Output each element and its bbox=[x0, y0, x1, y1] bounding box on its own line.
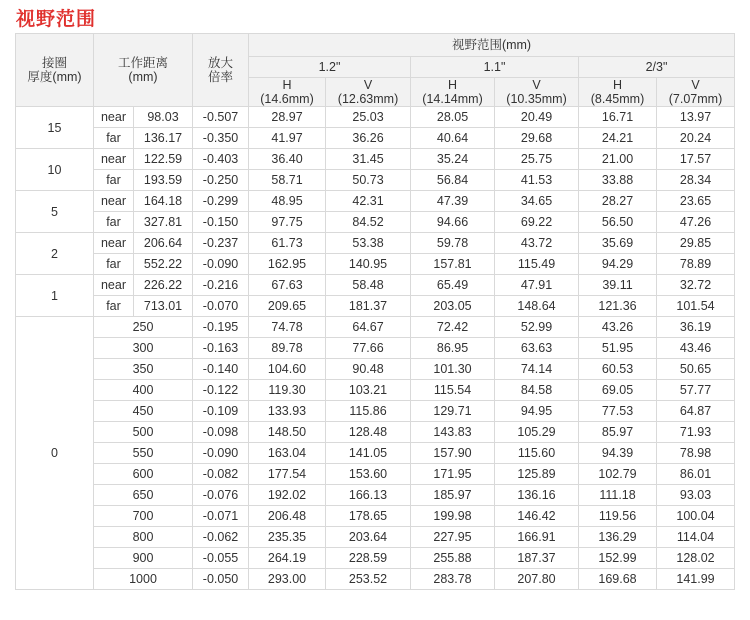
working-distance-cell: 713.01 bbox=[134, 296, 193, 317]
table-row bbox=[16, 380, 735, 401]
fov-value-cell: 153.60 bbox=[326, 464, 411, 485]
magnification-cell: -0.071 bbox=[193, 506, 249, 527]
working-distance-cell: 327.81 bbox=[134, 212, 193, 233]
fov-value-cell: 84.52 bbox=[326, 212, 411, 233]
fov-value-cell: 93.03 bbox=[657, 485, 735, 506]
table-row bbox=[16, 338, 735, 359]
fov-value-cell: 283.78 bbox=[411, 569, 495, 590]
working-distance-cell: 650 bbox=[94, 485, 193, 506]
table-row bbox=[16, 548, 735, 569]
fov-value-cell: 203.05 bbox=[411, 296, 495, 317]
fov-value-cell: 209.65 bbox=[249, 296, 326, 317]
fov-value-cell: 29.85 bbox=[657, 233, 735, 254]
fov-value-cell: 171.95 bbox=[411, 464, 495, 485]
header-h: H (8.45mm) bbox=[579, 78, 657, 107]
fov-value-cell: 228.59 bbox=[326, 548, 411, 569]
magnification-cell: -0.070 bbox=[193, 296, 249, 317]
magnification-cell: -0.140 bbox=[193, 359, 249, 380]
fov-value-cell: 71.93 bbox=[657, 422, 735, 443]
table-row bbox=[16, 569, 735, 590]
header-v: V (10.35mm) bbox=[495, 78, 579, 107]
fov-value-cell: 115.49 bbox=[495, 254, 579, 275]
table-row bbox=[16, 317, 735, 338]
fov-value-cell: 64.67 bbox=[326, 317, 411, 338]
fov-value-cell: 28.34 bbox=[657, 170, 735, 191]
working-distance-cell: 193.59 bbox=[134, 170, 193, 191]
ring-thickness-cell: 10 bbox=[16, 149, 94, 191]
fov-value-cell: 115.54 bbox=[411, 380, 495, 401]
fov-value-cell: 39.11 bbox=[579, 275, 657, 296]
fov-value-cell: 56.84 bbox=[411, 170, 495, 191]
header-h: H (14.6mm) bbox=[249, 78, 326, 107]
near-far-cell: near bbox=[94, 275, 134, 296]
fov-value-cell: 65.49 bbox=[411, 275, 495, 296]
fov-value-cell: 206.48 bbox=[249, 506, 326, 527]
table-row bbox=[16, 443, 735, 464]
fov-value-cell: 43.46 bbox=[657, 338, 735, 359]
header-ring-thickness: 接圈 厚度(mm) bbox=[16, 34, 94, 107]
working-distance-cell: 500 bbox=[94, 422, 193, 443]
working-distance-cell: 350 bbox=[94, 359, 193, 380]
fov-value-cell: 136.16 bbox=[495, 485, 579, 506]
header-magnification: 放大 倍率 bbox=[193, 34, 249, 107]
magnification-cell: -0.055 bbox=[193, 548, 249, 569]
header-working-distance: 工作距离 (mm) bbox=[94, 34, 193, 107]
fov-value-cell: 52.99 bbox=[495, 317, 579, 338]
magnification-cell: -0.090 bbox=[193, 443, 249, 464]
ring-thickness-cell: 1 bbox=[16, 275, 94, 317]
fov-value-cell: 162.95 bbox=[249, 254, 326, 275]
table-row bbox=[16, 464, 735, 485]
fov-value-cell: 67.63 bbox=[249, 275, 326, 296]
magnification-cell: -0.216 bbox=[193, 275, 249, 296]
fov-value-cell: 121.36 bbox=[579, 296, 657, 317]
fov-value-cell: 125.89 bbox=[495, 464, 579, 485]
ring-thickness-cell: 15 bbox=[16, 107, 94, 149]
table-row bbox=[16, 527, 735, 548]
near-far-cell: near bbox=[94, 107, 134, 128]
fov-value-cell: 74.78 bbox=[249, 317, 326, 338]
fov-value-cell: 60.53 bbox=[579, 359, 657, 380]
table-row bbox=[16, 107, 735, 128]
table-row bbox=[16, 128, 735, 149]
fov-value-cell: 58.71 bbox=[249, 170, 326, 191]
fov-value-cell: 59.78 bbox=[411, 233, 495, 254]
fov-value-cell: 146.42 bbox=[495, 506, 579, 527]
fov-value-cell: 128.02 bbox=[657, 548, 735, 569]
fov-value-cell: 141.05 bbox=[326, 443, 411, 464]
working-distance-cell: 550 bbox=[94, 443, 193, 464]
fov-value-cell: 85.97 bbox=[579, 422, 657, 443]
magnification-cell: -0.050 bbox=[193, 569, 249, 590]
magnification-cell: -0.350 bbox=[193, 128, 249, 149]
fov-value-cell: 119.56 bbox=[579, 506, 657, 527]
fov-value-cell: 25.75 bbox=[495, 149, 579, 170]
fov-value-cell: 157.90 bbox=[411, 443, 495, 464]
fov-value-cell: 100.04 bbox=[657, 506, 735, 527]
fov-value-cell: 25.03 bbox=[326, 107, 411, 128]
fov-value-cell: 105.29 bbox=[495, 422, 579, 443]
fov-value-cell: 157.81 bbox=[411, 254, 495, 275]
table-row bbox=[16, 359, 735, 380]
fov-value-cell: 47.39 bbox=[411, 191, 495, 212]
fov-value-cell: 178.65 bbox=[326, 506, 411, 527]
fov-value-cell: 58.48 bbox=[326, 275, 411, 296]
fov-value-cell: 77.53 bbox=[579, 401, 657, 422]
fov-value-cell: 50.65 bbox=[657, 359, 735, 380]
table-row bbox=[16, 275, 735, 296]
fov-value-cell: 21.00 bbox=[579, 149, 657, 170]
fov-value-cell: 36.26 bbox=[326, 128, 411, 149]
fov-value-cell: 169.68 bbox=[579, 569, 657, 590]
fov-value-cell: 94.95 bbox=[495, 401, 579, 422]
fov-value-cell: 199.98 bbox=[411, 506, 495, 527]
header-field-of-view: 视野范围(mm) bbox=[249, 34, 735, 57]
fov-value-cell: 36.19 bbox=[657, 317, 735, 338]
fov-value-cell: 43.72 bbox=[495, 233, 579, 254]
fov-value-cell: 53.38 bbox=[326, 233, 411, 254]
fov-value-cell: 32.72 bbox=[657, 275, 735, 296]
fov-value-cell: 56.50 bbox=[579, 212, 657, 233]
fov-value-cell: 84.58 bbox=[495, 380, 579, 401]
working-distance-cell: 900 bbox=[94, 548, 193, 569]
working-distance-cell: 98.03 bbox=[134, 107, 193, 128]
fov-value-cell: 41.53 bbox=[495, 170, 579, 191]
fov-value-cell: 86.95 bbox=[411, 338, 495, 359]
table-row bbox=[16, 212, 735, 233]
magnification-cell: -0.062 bbox=[193, 527, 249, 548]
ring-thickness-cell: 5 bbox=[16, 191, 94, 233]
fov-value-cell: 28.05 bbox=[411, 107, 495, 128]
fov-value-cell: 143.83 bbox=[411, 422, 495, 443]
fov-value-cell: 114.04 bbox=[657, 527, 735, 548]
fov-value-cell: 13.97 bbox=[657, 107, 735, 128]
fov-value-cell: 166.91 bbox=[495, 527, 579, 548]
table-row bbox=[16, 191, 735, 212]
magnification-cell: -0.098 bbox=[193, 422, 249, 443]
magnification-cell: -0.150 bbox=[193, 212, 249, 233]
fov-value-cell: 63.63 bbox=[495, 338, 579, 359]
fov-value-cell: 207.80 bbox=[495, 569, 579, 590]
table-row bbox=[16, 422, 735, 443]
fov-value-cell: 94.66 bbox=[411, 212, 495, 233]
table-row bbox=[16, 233, 735, 254]
fov-value-cell: 128.48 bbox=[326, 422, 411, 443]
fov-value-cell: 51.95 bbox=[579, 338, 657, 359]
fov-value-cell: 104.60 bbox=[249, 359, 326, 380]
fov-value-cell: 64.87 bbox=[657, 401, 735, 422]
header-sensor: 1.1" bbox=[411, 57, 579, 78]
table-row bbox=[16, 254, 735, 275]
table-row bbox=[16, 485, 735, 506]
fov-value-cell: 90.48 bbox=[326, 359, 411, 380]
fov-value-cell: 181.37 bbox=[326, 296, 411, 317]
fov-value-cell: 69.22 bbox=[495, 212, 579, 233]
fov-value-cell: 148.64 bbox=[495, 296, 579, 317]
working-distance-cell: 400 bbox=[94, 380, 193, 401]
fov-value-cell: 77.66 bbox=[326, 338, 411, 359]
header-h: H (14.14mm) bbox=[411, 78, 495, 107]
working-distance-cell: 206.64 bbox=[134, 233, 193, 254]
fov-value-cell: 24.21 bbox=[579, 128, 657, 149]
fov-value-cell: 89.78 bbox=[249, 338, 326, 359]
working-distance-cell: 122.59 bbox=[134, 149, 193, 170]
near-far-cell: far bbox=[94, 128, 134, 149]
header-sensor: 2/3" bbox=[579, 57, 735, 78]
fov-value-cell: 115.86 bbox=[326, 401, 411, 422]
fov-value-cell: 47.26 bbox=[657, 212, 735, 233]
fov-value-cell: 16.71 bbox=[579, 107, 657, 128]
near-far-cell: near bbox=[94, 233, 134, 254]
magnification-cell: -0.109 bbox=[193, 401, 249, 422]
fov-value-cell: 203.64 bbox=[326, 527, 411, 548]
fov-value-cell: 43.26 bbox=[579, 317, 657, 338]
fov-value-cell: 102.79 bbox=[579, 464, 657, 485]
magnification-cell: -0.195 bbox=[193, 317, 249, 338]
fov-value-cell: 47.91 bbox=[495, 275, 579, 296]
fov-value-cell: 35.24 bbox=[411, 149, 495, 170]
fov-value-cell: 69.05 bbox=[579, 380, 657, 401]
fov-value-cell: 101.30 bbox=[411, 359, 495, 380]
fov-value-cell: 140.95 bbox=[326, 254, 411, 275]
fov-value-cell: 17.57 bbox=[657, 149, 735, 170]
fov-value-cell: 119.30 bbox=[249, 380, 326, 401]
fov-value-cell: 177.54 bbox=[249, 464, 326, 485]
table-row bbox=[16, 401, 735, 422]
fov-value-cell: 33.88 bbox=[579, 170, 657, 191]
fov-value-cell: 41.97 bbox=[249, 128, 326, 149]
fov-value-cell: 31.45 bbox=[326, 149, 411, 170]
working-distance-cell: 250 bbox=[94, 317, 193, 338]
fov-value-cell: 23.65 bbox=[657, 191, 735, 212]
magnification-cell: -0.122 bbox=[193, 380, 249, 401]
working-distance-cell: 1000 bbox=[94, 569, 193, 590]
working-distance-cell: 226.22 bbox=[134, 275, 193, 296]
fov-value-cell: 253.52 bbox=[326, 569, 411, 590]
fov-value-cell: 192.02 bbox=[249, 485, 326, 506]
fov-value-cell: 235.35 bbox=[249, 527, 326, 548]
fov-value-cell: 40.64 bbox=[411, 128, 495, 149]
fov-value-cell: 141.99 bbox=[657, 569, 735, 590]
fov-value-cell: 293.00 bbox=[249, 569, 326, 590]
fov-value-cell: 28.27 bbox=[579, 191, 657, 212]
table-body bbox=[16, 107, 735, 590]
fov-value-cell: 78.98 bbox=[657, 443, 735, 464]
header-sensor: 1.2" bbox=[249, 57, 411, 78]
table-row bbox=[16, 296, 735, 317]
fov-value-cell: 86.01 bbox=[657, 464, 735, 485]
fov-value-cell: 48.95 bbox=[249, 191, 326, 212]
working-distance-cell: 552.22 bbox=[134, 254, 193, 275]
near-far-cell: near bbox=[94, 149, 134, 170]
fov-value-cell: 94.29 bbox=[579, 254, 657, 275]
field-of-view-table bbox=[15, 33, 735, 590]
fov-value-cell: 97.75 bbox=[249, 212, 326, 233]
magnification-cell: -0.090 bbox=[193, 254, 249, 275]
fov-value-cell: 94.39 bbox=[579, 443, 657, 464]
fov-value-cell: 264.19 bbox=[249, 548, 326, 569]
fov-value-cell: 133.93 bbox=[249, 401, 326, 422]
working-distance-cell: 450 bbox=[94, 401, 193, 422]
magnification-cell: -0.250 bbox=[193, 170, 249, 191]
fov-value-cell: 20.49 bbox=[495, 107, 579, 128]
table-row bbox=[16, 170, 735, 191]
working-distance-cell: 600 bbox=[94, 464, 193, 485]
near-far-cell: far bbox=[94, 170, 134, 191]
fov-value-cell: 111.18 bbox=[579, 485, 657, 506]
fov-value-cell: 148.50 bbox=[249, 422, 326, 443]
near-far-cell: far bbox=[94, 212, 134, 233]
fov-value-cell: 187.37 bbox=[495, 548, 579, 569]
fov-value-cell: 36.40 bbox=[249, 149, 326, 170]
fov-value-cell: 227.95 bbox=[411, 527, 495, 548]
header-v: V (7.07mm) bbox=[657, 78, 735, 107]
magnification-cell: -0.299 bbox=[193, 191, 249, 212]
magnification-cell: -0.403 bbox=[193, 149, 249, 170]
magnification-cell: -0.163 bbox=[193, 338, 249, 359]
header-v: V (12.63mm) bbox=[326, 78, 411, 107]
fov-value-cell: 152.99 bbox=[579, 548, 657, 569]
magnification-cell: -0.237 bbox=[193, 233, 249, 254]
page-title: 视野范围 bbox=[16, 9, 97, 30]
fov-value-cell: 57.77 bbox=[657, 380, 735, 401]
table-row bbox=[16, 506, 735, 527]
fov-value-cell: 163.04 bbox=[249, 443, 326, 464]
near-far-cell: far bbox=[94, 296, 134, 317]
fov-value-cell: 72.42 bbox=[411, 317, 495, 338]
working-distance-cell: 700 bbox=[94, 506, 193, 527]
magnification-cell: -0.082 bbox=[193, 464, 249, 485]
table-header bbox=[16, 34, 735, 107]
fov-value-cell: 20.24 bbox=[657, 128, 735, 149]
near-far-cell: far bbox=[94, 254, 134, 275]
magnification-cell: -0.507 bbox=[193, 107, 249, 128]
working-distance-cell: 164.18 bbox=[134, 191, 193, 212]
magnification-cell: -0.076 bbox=[193, 485, 249, 506]
fov-value-cell: 103.21 bbox=[326, 380, 411, 401]
fov-value-cell: 35.69 bbox=[579, 233, 657, 254]
fov-value-cell: 185.97 bbox=[411, 485, 495, 506]
near-far-cell: near bbox=[94, 191, 134, 212]
ring-thickness-cell: 2 bbox=[16, 233, 94, 275]
fov-value-cell: 115.60 bbox=[495, 443, 579, 464]
fov-value-cell: 28.97 bbox=[249, 107, 326, 128]
fov-value-cell: 29.68 bbox=[495, 128, 579, 149]
fov-value-cell: 78.89 bbox=[657, 254, 735, 275]
fov-value-cell: 101.54 bbox=[657, 296, 735, 317]
fov-value-cell: 74.14 bbox=[495, 359, 579, 380]
working-distance-cell: 300 bbox=[94, 338, 193, 359]
fov-value-cell: 136.29 bbox=[579, 527, 657, 548]
fov-value-cell: 129.71 bbox=[411, 401, 495, 422]
ring-thickness-cell: 0 bbox=[16, 317, 94, 590]
fov-value-cell: 34.65 bbox=[495, 191, 579, 212]
fov-value-cell: 42.31 bbox=[326, 191, 411, 212]
fov-value-cell: 61.73 bbox=[249, 233, 326, 254]
working-distance-cell: 136.17 bbox=[134, 128, 193, 149]
fov-value-cell: 50.73 bbox=[326, 170, 411, 191]
table-row bbox=[16, 149, 735, 170]
fov-value-cell: 255.88 bbox=[411, 548, 495, 569]
working-distance-cell: 800 bbox=[94, 527, 193, 548]
fov-value-cell: 166.13 bbox=[326, 485, 411, 506]
